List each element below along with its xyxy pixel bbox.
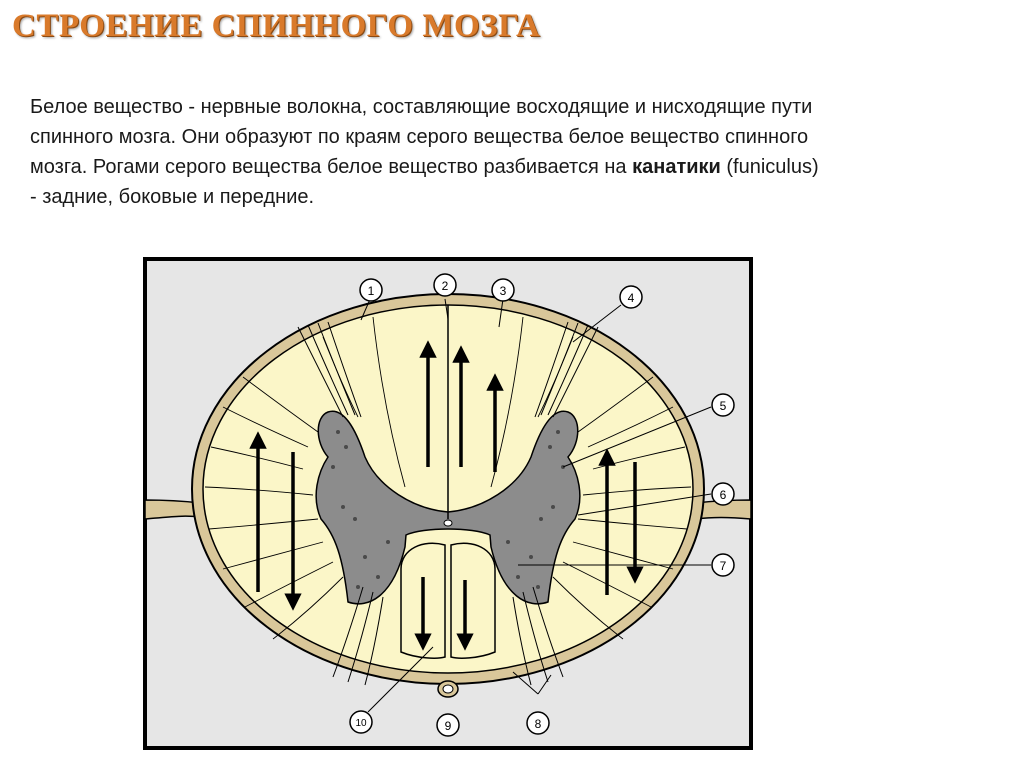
label-1 <box>360 279 382 301</box>
spinal-cord-figure <box>143 257 753 750</box>
svg-text:1: 1 <box>367 284 375 298</box>
spinal-cord-diagram <box>143 257 753 750</box>
svg-text:3: 3 <box>499 284 507 298</box>
label-7 <box>712 554 734 576</box>
svg-text:9: 9 <box>444 719 452 733</box>
central-canal <box>444 520 452 526</box>
label-4 <box>620 286 642 308</box>
label-5 <box>712 394 734 416</box>
body-paragraph <box>30 92 820 212</box>
svg-text:8: 8 <box>534 717 542 731</box>
label-9 <box>437 714 459 736</box>
anterior-funiculus-right <box>451 543 495 658</box>
body-text-part-1: Белое вещество - нервные волокна, составляющие восходящие и нисходящие пути спинного мозга. Они образуют по краям серого вещества белое вещество спинного мозга. Рогами серого вещества белое вещество разбивается на <box>30 96 813 178</box>
label-3 <box>492 279 514 301</box>
label-8 <box>527 712 549 734</box>
body-text-bold-term: канатики <box>632 156 721 178</box>
label-2 <box>434 274 456 296</box>
slide-title: СТРОЕНИЕ СПИННОГО МОЗГА <box>12 8 541 44</box>
label-6 <box>712 483 734 505</box>
body-text-part-2: (funiculus) - задние, боковые и передние. <box>30 156 819 208</box>
svg-text:5: 5 <box>719 399 727 413</box>
label-10 <box>350 711 372 733</box>
svg-text:7: 7 <box>719 559 727 573</box>
svg-text:4: 4 <box>627 291 635 305</box>
svg-text:2: 2 <box>441 279 449 293</box>
anterior-spinal-artery-lumen <box>443 685 453 693</box>
svg-text:6: 6 <box>719 488 727 502</box>
svg-text:10: 10 <box>355 718 367 729</box>
